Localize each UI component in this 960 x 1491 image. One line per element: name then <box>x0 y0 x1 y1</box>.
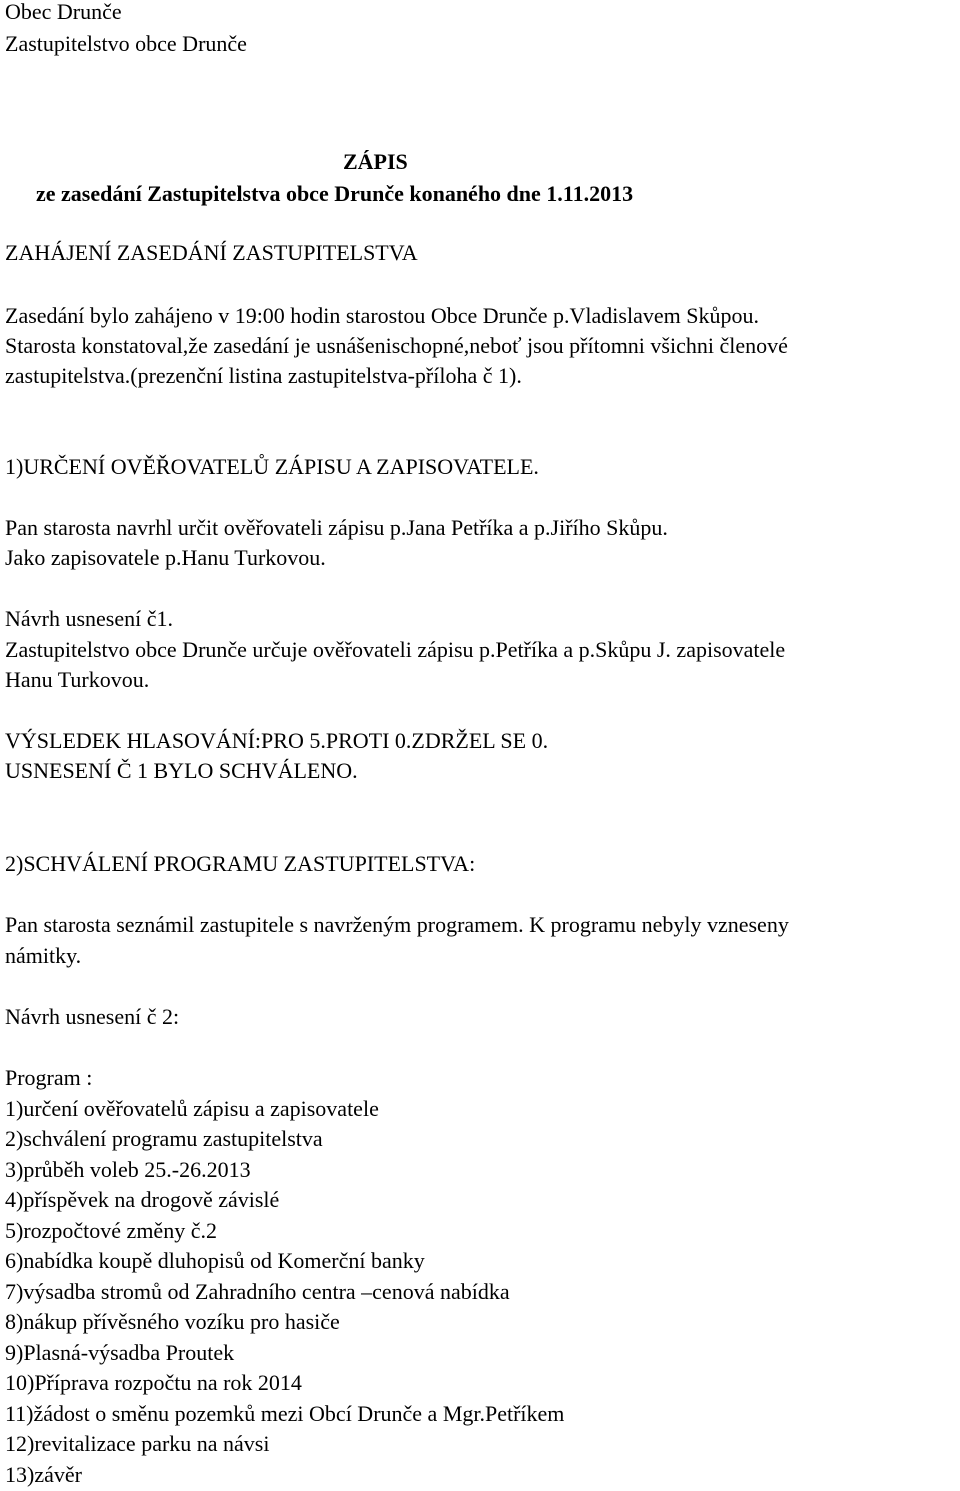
section1-proposal-heading: Návrh usnesení č1. <box>5 606 174 631</box>
section2-line: námitky. <box>5 943 82 968</box>
section2-proposal-heading: Návrh usnesení č 2: <box>5 1004 180 1029</box>
section1-proposal-line: Zastupitelstvo obce Drunče určuje ověřovateli zápisu p.Petříka a p.Skůpu J. zapisovatele <box>5 637 786 662</box>
section2-heading: 2)SCHVÁLENÍ PROGRAMU ZASTUPITELSTVA: <box>5 851 476 876</box>
section1-vote: VÝSLEDEK HLASOVÁNÍ:PRO 5.PROTI 0.ZDRŽEL SE 0. <box>5 728 549 753</box>
section1-line: Pan starosta navrhl určit ověřovateli zápisu p.Jana Petříka a p.Jiřího Skůpu. <box>5 515 668 540</box>
opening-heading: ZAHÁJENÍ ZASEDÁNÍ ZASTUPITELSTVA <box>5 240 418 265</box>
opening-line: zastupitelstva.(prezenční listina zastupitelstva-příloha č 1). <box>5 363 522 388</box>
document-title: ZÁPIS <box>343 149 408 174</box>
program-heading: Program : <box>5 1065 93 1090</box>
municipality-name: Obec Drunče <box>5 0 122 24</box>
section1-result: USNESENÍ Č 1 BYLO SCHVÁLENO. <box>5 758 358 783</box>
program-item: 2)schválení programu zastupitelstva <box>5 1126 323 1151</box>
program-item: 10)Příprava rozpočtu na rok 2014 <box>5 1370 302 1395</box>
document-subtitle: ze zasedání Zastupitelstva obce Drunče konaného dne 1.11.2013 <box>36 181 634 206</box>
opening-line: Zasedání bylo zahájeno v 19:00 hodin starostou Obce Drunče p.Vladislavem Skůpou. <box>5 303 759 328</box>
program-item: 8)nákup přívěsného vozíku pro hasiče <box>5 1309 340 1334</box>
program-item: 4)příspěvek na drogově závislé <box>5 1187 280 1212</box>
section1-proposal-line: Hanu Turkovou. <box>5 667 150 692</box>
program-item: 12)revitalizace parku na návsi <box>5 1431 270 1456</box>
program-item: 1)určení ověřovatelů zápisu a zapisovatele <box>5 1096 379 1121</box>
program-item: 9)Plasná-výsadba Proutek <box>5 1340 235 1365</box>
program-item: 6)nabídka koupě dluhopisů od Komerční banky <box>5 1248 425 1273</box>
opening-line: Starosta konstatoval,že zasedání je usnášenischopné,neboť jsou přítomni všichni členové <box>5 333 788 358</box>
section2-line: Pan starosta seznámil zastupitele s navrženým programem. K programu nebyly vzneseny <box>5 912 789 937</box>
section1-line: Jako zapisovatele p.Hanu Turkovou. <box>5 545 326 570</box>
section1-heading: 1)URČENÍ OVĚŘOVATELŮ ZÁPISU A ZAPISOVATELE. <box>5 454 539 479</box>
program-item: 13)závěr <box>5 1462 82 1487</box>
program-item: 3)průběh voleb 25.-26.2013 <box>5 1157 251 1182</box>
program-item: 7)výsadba stromů od Zahradního centra –cenová nabídka <box>5 1279 510 1304</box>
program-item: 5)rozpočtové změny č.2 <box>5 1218 217 1243</box>
program-item: 11)žádost o směnu pozemků mezi Obcí Drunče a Mgr.Petříkem <box>5 1401 565 1426</box>
council-name: Zastupitelstvo obce Drunče <box>5 31 247 56</box>
